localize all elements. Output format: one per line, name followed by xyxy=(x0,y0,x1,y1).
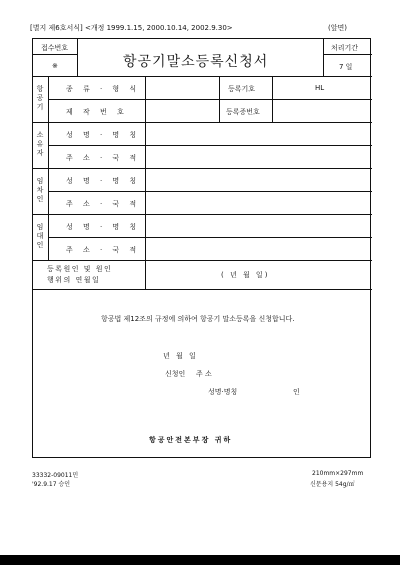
application-date-line: 년 월 일 xyxy=(163,352,198,360)
bottom-edge-bar xyxy=(0,555,400,565)
lessor-name-label: 성 명 · 명 칭 xyxy=(66,223,141,231)
receipt-number-label: 접수번호 xyxy=(41,44,69,52)
reason-label-line2: 행위의 연월일 xyxy=(47,276,101,284)
page-side-label: (앞면) xyxy=(328,24,347,32)
application-form xyxy=(32,38,371,458)
form-code: 33332-09011민 xyxy=(32,472,79,479)
registration-symbol-value[interactable]: HL xyxy=(315,84,325,92)
revision-note: <개정 1999.1.15, 2000.10.14, 2002.9.30> xyxy=(84,24,233,32)
lessee-name-label: 성 명 · 명 칭 xyxy=(66,177,141,185)
type-model-label: 종 류 · 형 식 xyxy=(66,85,141,93)
application-statement: 항공법 제12조의 규정에 의하여 항공기 말소등록을 신청합니다. xyxy=(101,315,295,323)
lessor-address-label: 주 소 · 국 적 xyxy=(66,246,141,254)
form-title: 항공기말소등록신청서 xyxy=(123,54,269,70)
lessor-group-label: 임대인 xyxy=(36,223,44,249)
form-number: [별지 제6호서식] xyxy=(30,24,83,32)
paper-type: 신문용지 54g/㎡ xyxy=(310,481,355,488)
approval-date: '92.9.17 승인 xyxy=(32,481,71,488)
seal-mark: 인 xyxy=(293,388,300,396)
owner-name-label: 성 명 · 명 칭 xyxy=(66,131,141,139)
serial-number-label: 제 작 번 호 xyxy=(66,108,128,116)
processing-period-label: 처리기간 xyxy=(331,44,359,52)
lessee-group-label: 임차인 xyxy=(36,177,44,203)
aircraft-group-label: 항공기 xyxy=(36,85,44,111)
applicant-name-label: 성명·명칭 xyxy=(208,388,238,396)
processing-period-value: 7 일 xyxy=(339,63,353,71)
applicant-address-label: 주 소 xyxy=(196,370,212,378)
owner-address-label: 주 소 · 국 적 xyxy=(66,154,141,162)
receipt-number-field[interactable]: ※ xyxy=(52,62,58,70)
reason-label-line1: 등록원인 및 원인 xyxy=(47,265,113,273)
owner-group-label: 소유자 xyxy=(36,131,44,157)
form-number-header xyxy=(30,23,233,33)
registration-certificate-label: 등록증번호 xyxy=(226,108,260,116)
recipient-line: 항공안전본부장 귀하 xyxy=(149,436,233,444)
reason-date-field[interactable]: ( 년 월 일) xyxy=(221,271,270,279)
lessee-address-label: 주 소 · 국 적 xyxy=(66,200,141,208)
paper-size: 210mm×297mm xyxy=(312,470,364,477)
registration-symbol-label: 등록기호 xyxy=(228,85,256,93)
applicant-label: 신청인 xyxy=(165,370,186,378)
